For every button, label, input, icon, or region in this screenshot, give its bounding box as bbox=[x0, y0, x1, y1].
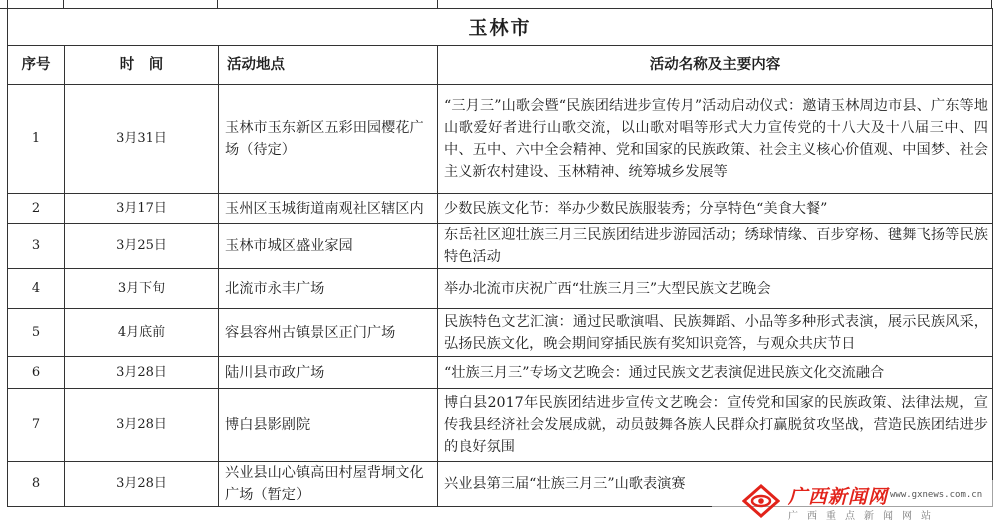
table-row bbox=[8, 85, 993, 194]
events-table bbox=[7, 45, 993, 507]
cell-content: 民族特色文艺汇演：通过民歌演唱、民族舞蹈、小品等多种形式表演，展示民族风采，弘扬民族文化，晚会期间穿插民族有奖知识竞答，与观众共庆节日 bbox=[438, 309, 993, 357]
cell-place: 玉州区玉城街道南观社区辖区内 bbox=[219, 194, 438, 224]
cell-no: 7 bbox=[8, 389, 65, 462]
table-header-row bbox=[8, 46, 993, 85]
cell-no: 8 bbox=[8, 462, 65, 507]
cell-time: 3月下旬 bbox=[65, 269, 219, 309]
cell-content: 少数民族文化节：举办少数民族服装秀；分享特色“美食大餐” bbox=[438, 194, 993, 224]
watermark-name: 广西新闻网 bbox=[788, 486, 889, 508]
cell-place: 兴业县山心镇高田村屋背垌文化广场（暂定） bbox=[219, 462, 438, 507]
table-row bbox=[8, 389, 993, 462]
header-time: 时 间 bbox=[65, 46, 219, 85]
eye-logo-icon bbox=[742, 484, 780, 518]
cell-content: 东岳社区迎壮族三月三民族团结进步游园活动；绣球情缘、百步穿杨、毽舞飞扬等民族特色活动 bbox=[438, 224, 993, 269]
cell-no: 5 bbox=[8, 309, 65, 357]
cell-no: 1 bbox=[8, 85, 65, 194]
cell-place: 博白县影剧院 bbox=[219, 389, 438, 462]
cell-content: 兴业县第三届“壮族三月三”山歌表演赛 bbox=[438, 462, 993, 507]
table-row bbox=[8, 309, 993, 357]
table-row bbox=[8, 269, 993, 309]
cell-content: “壮族三月三”专场文艺晚会：通过民族文艺表演促进民族文化交流融合 bbox=[438, 357, 993, 389]
cell-place: 北流市永丰广场 bbox=[219, 269, 438, 309]
watermark-subtitle: 广西重点新闻网站 bbox=[788, 511, 940, 522]
cell-time: 3月28日 bbox=[65, 389, 219, 462]
cell-time: 3月25日 bbox=[65, 224, 219, 269]
cell-content: 博白县2017年民族团结进步宣传文艺晚会：宣传党和国家的民族政策、法律法规，宣传我县经济社会发展成就，动员鼓舞各族人民群众打赢脱贫攻坚战，营造民族团结进步的良好氛围 bbox=[438, 389, 993, 462]
table-row bbox=[8, 224, 993, 269]
cell-time: 3月28日 bbox=[65, 357, 219, 389]
city-section-title: 玉林市 bbox=[7, 8, 993, 45]
cell-time: 4月底前 bbox=[65, 309, 219, 357]
cell-no: 4 bbox=[8, 269, 65, 309]
cell-place: 玉林市玉东新区五彩田园樱花广场（待定） bbox=[219, 85, 438, 194]
watermark-url: www.gxnews.com.cn bbox=[890, 490, 983, 500]
table-row bbox=[8, 357, 993, 389]
site-watermark bbox=[712, 480, 993, 521]
cell-no: 6 bbox=[8, 357, 65, 389]
cell-place: 陆川县市政广场 bbox=[219, 357, 438, 389]
cell-no: 2 bbox=[8, 194, 65, 224]
cell-no: 3 bbox=[8, 224, 65, 269]
cell-place: 玉林市城区盛业家园 bbox=[219, 224, 438, 269]
table-row bbox=[8, 194, 993, 224]
header-content: 活动名称及主要内容 bbox=[438, 46, 993, 85]
cell-time: 3月17日 bbox=[65, 194, 219, 224]
header-place: 活动地点 bbox=[219, 46, 438, 85]
cell-time: 3月28日 bbox=[65, 462, 219, 507]
cell-content: “三月三”山歌会暨“民族团结进步宣传月”活动启动仪式：邀请玉林周边市县、广东等地山歌爱好者进行山歌交流，以山歌对唱等形式大力宣传党的十八大及十八届三中、四中、五中、六中全会精神、党和国家的民族政策、社会主义核心价值观、中国梦、社会主义新农村建设、玉林精神、统筹城乡发展等 bbox=[438, 85, 993, 194]
cell-content: 举办北流市庆祝广西“壮族三月三”大型民族文艺晚会 bbox=[438, 269, 993, 309]
header-no: 序号 bbox=[8, 46, 65, 85]
cell-time: 3月31日 bbox=[65, 85, 219, 194]
cell-place: 容县容州古镇景区正门广场 bbox=[219, 309, 438, 357]
